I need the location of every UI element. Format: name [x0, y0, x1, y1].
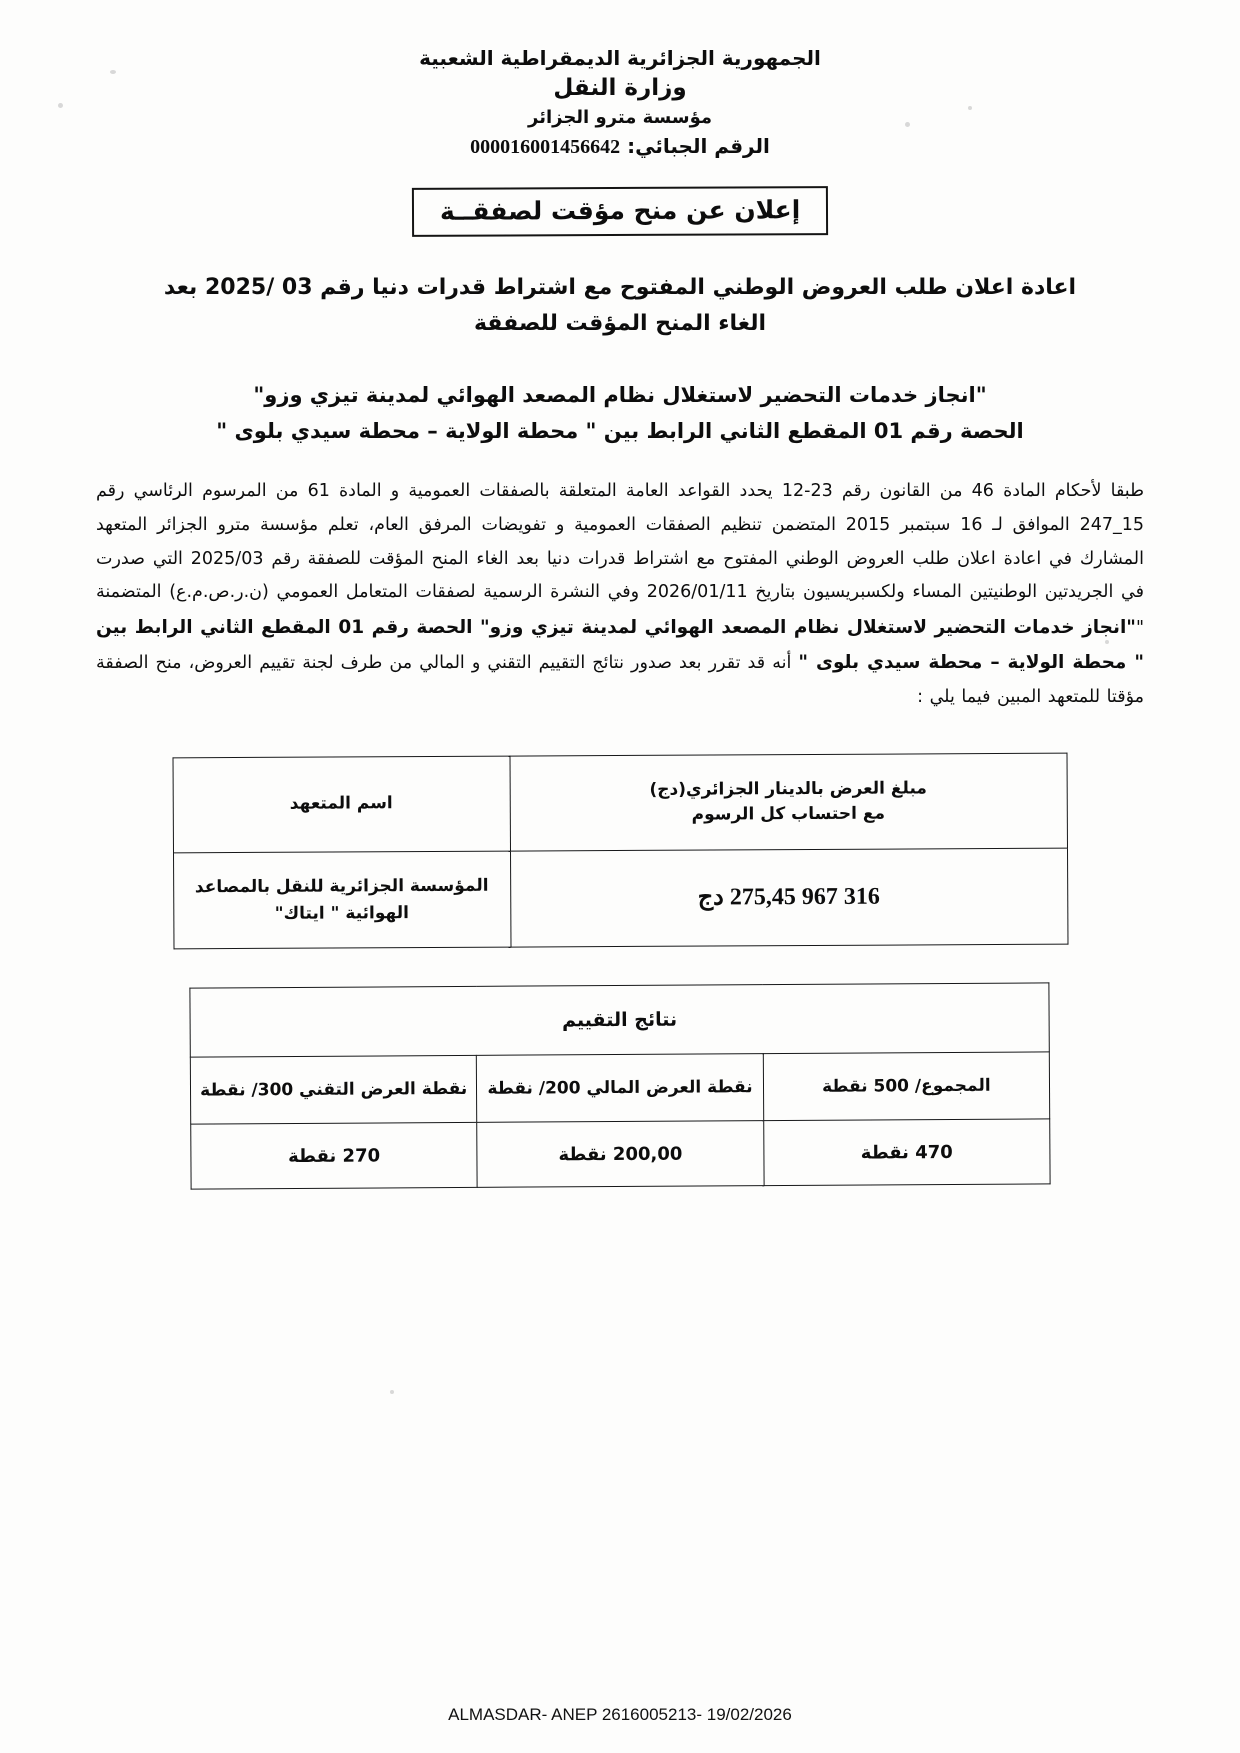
table-row — [173, 848, 1067, 949]
bidder-name-cell — [173, 851, 510, 949]
tax-number-label: الرقم الجبائي: — [627, 133, 770, 158]
project-lot-line: الحصة رقم 01 المقطع الثاني الرابط بين " محطة الولاية – محطة سيدي بلوى " — [216, 419, 1024, 444]
evaluation-table-container — [95, 981, 1144, 1189]
table-header-row — [173, 753, 1067, 853]
amount-header-line2: مع احتساب كل الرسوم — [691, 803, 886, 825]
amount-column-header — [510, 753, 1067, 851]
table-row — [191, 1118, 1050, 1188]
tax-number-line — [96, 132, 1144, 161]
bidder-column-header: اسم المتعهد — [173, 756, 510, 853]
legal-body-project-reference: "انجاز خدمات التحضير لاستغلال نظام المصعد الهوائي لمدينة تيزي وزو" الحصة رقم 01 المقطع الثاني الرابط بين " محطة الولاية – محطة سيدي بلوى " — [96, 616, 1144, 674]
bidder-name-line1: المؤسسة الجزائرية للنقل بالمصاعد — [194, 875, 489, 897]
financial-score-header: نقطة العرض المالي 200/ نقطة — [477, 1053, 764, 1122]
announcement-title: إعلان عن منح مؤقت لصفقــة — [412, 186, 829, 237]
page-footer: ALMASDAR- ANEP 2616005213- 19/02/2026 — [448, 1705, 792, 1724]
total-score-value: 470 نقطة — [763, 1118, 1050, 1185]
award-amount-value: 316 967 275,45 دج — [697, 883, 880, 911]
legal-body-paragraph — [96, 475, 1144, 714]
tender-subtitle — [96, 270, 1144, 341]
legal-body-part1: طبقا لأحكام المادة 46 من القانون رقم 23-12 يحدد القواعد العامة المتعلقة بالصفقات العمومية و المادة 61 من المرسوم الرئاسي رقم 15_247 الموافق لـ 16 سبتمبر 2015 المتضمن تنظيم الصفقات العمومية و تفويضات المرفق العام، تعلم مؤسسة مترو الجزائر المتعهد المشارك في اعادة اعلان طلب العروض الوطني المفتوح مع اشتراط قدرات دنيا بعد الغاء المنح المؤقت للصفقة رقم 2025/03 التي صدرت في الجريدتين الوطنيتين المساء ولكسبريسيون بتاريخ 2026/01/11 وفي النشرة الرسمية لصفقات المتعامل العمومي (ن.ر.ص.م.ع) المتضمنة " — [96, 481, 1145, 638]
tender-subtitle-line2: الغاء المنح المؤقت للصفقة — [473, 310, 767, 336]
letterhead — [96, 44, 1144, 161]
country-name: الجمهورية الجزائرية الديمقراطية الشعبية — [419, 46, 821, 70]
tax-number-value: 000016001456642 — [470, 135, 621, 158]
financial-score-value: 200,00 نقطة — [477, 1120, 764, 1187]
table-header-row — [190, 1051, 1049, 1123]
organization-name: مؤسسة مترو الجزائر — [528, 107, 712, 129]
tender-subtitle-line1: اعادة اعلان طلب العروض الوطني المفتوح مع اشتراط قدرات دنيا رقم 03 /2025 بعد — [163, 274, 1077, 300]
award-table-container — [96, 752, 1145, 949]
evaluation-caption-row — [190, 982, 1049, 1056]
award-amount-cell — [510, 848, 1067, 947]
bidder-name-line2: الهوائية " ايتاك" — [274, 902, 409, 923]
project-title — [96, 377, 1144, 449]
scan-artifact — [390, 1390, 394, 1394]
total-score-header: المجموع/ 500 نقطة — [763, 1051, 1050, 1120]
award-table — [172, 752, 1068, 949]
technical-score-header: نقطة العرض التقني 300/ نقطة — [190, 1055, 477, 1124]
ministry-name: وزارة النقل — [553, 75, 687, 102]
announcement-title-container — [96, 187, 1144, 236]
project-title-line1: "انجاز خدمات التحضير لاستغلال نظام المصعد الهوائي لمدينة تيزي وزو" — [253, 383, 987, 408]
legal-body-part2: أنه قد تقرر بعد صدور نتائج التقييم التقني و المالي من طرف لجنة تقييم العروض، منح الصفقة مؤقتا للمتعهد المبين فيما يلي : — [96, 653, 1144, 708]
evaluation-caption: نتائج التقييم — [190, 982, 1049, 1056]
technical-score-value: 270 نقطة — [191, 1122, 478, 1189]
amount-header-line1: مبلغ العرض بالدينار الجزائري(دج) — [649, 777, 927, 799]
evaluation-table — [189, 982, 1050, 1189]
